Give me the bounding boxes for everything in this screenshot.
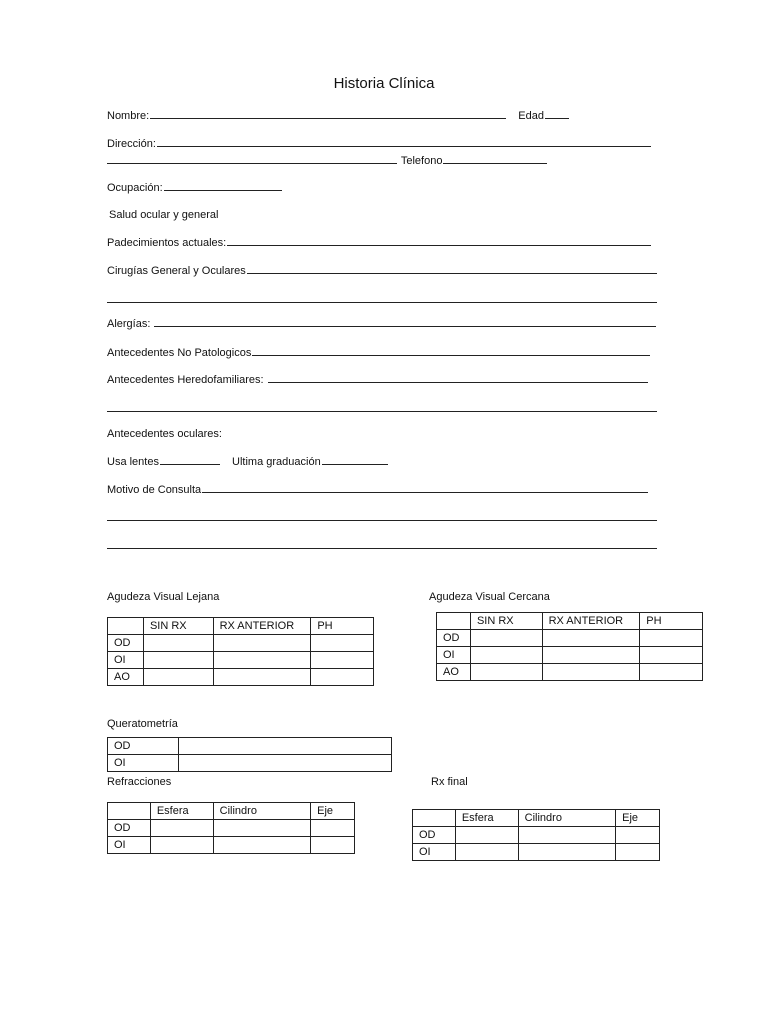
table-cell[interactable] xyxy=(640,664,703,681)
refracciones-title: Refracciones xyxy=(107,776,172,788)
header-cell: PH xyxy=(311,618,374,635)
table-row xyxy=(108,820,355,837)
table-cell[interactable] xyxy=(311,635,374,652)
padecimientos-field[interactable] xyxy=(227,235,651,246)
table-row xyxy=(437,647,703,664)
alergias-row xyxy=(107,316,657,331)
table-row xyxy=(108,755,392,772)
page-title: Historia Clínica xyxy=(333,75,435,92)
table-cell[interactable] xyxy=(143,669,213,686)
rx-final-table xyxy=(412,809,660,861)
alergias-label: Alergías: xyxy=(107,318,151,330)
header-cell xyxy=(413,810,456,827)
table-cell[interactable] xyxy=(178,755,391,772)
heredofamiliares-label: Antecedentes Heredofamiliares: xyxy=(107,374,264,386)
ocupacion-row xyxy=(107,180,283,195)
av-lejana-table xyxy=(107,617,374,686)
table-cell[interactable] xyxy=(150,837,213,854)
nombre-label: Nombre: xyxy=(107,110,150,122)
table-cell[interactable] xyxy=(470,647,542,664)
av-lejana-title: Agudeza Visual Lejana xyxy=(107,591,220,603)
table-cell[interactable] xyxy=(213,669,311,686)
telefono-field[interactable] xyxy=(443,153,547,164)
table-header-row xyxy=(413,810,660,827)
table-cell[interactable] xyxy=(470,630,542,647)
header-cell xyxy=(108,618,144,635)
table-header-row xyxy=(437,613,703,630)
row-label: AO xyxy=(437,664,471,681)
ocupacion-label: Ocupación: xyxy=(107,182,163,194)
table-row xyxy=(108,738,392,755)
table-cell[interactable] xyxy=(178,738,391,755)
table-cell[interactable] xyxy=(213,837,310,854)
row-label: OD xyxy=(108,738,179,755)
ultima-graduacion-label: Ultima graduación xyxy=(232,456,321,468)
table-cell[interactable] xyxy=(616,827,660,844)
table-row xyxy=(108,652,374,669)
table-cell[interactable] xyxy=(518,844,615,861)
ultima-graduacion-field[interactable] xyxy=(322,454,388,465)
table-cell[interactable] xyxy=(311,669,374,686)
direccion-field-2[interactable] xyxy=(107,153,397,164)
direccion-field[interactable] xyxy=(157,136,651,147)
table-cell[interactable] xyxy=(542,630,640,647)
table-cell[interactable] xyxy=(311,652,374,669)
cirugias-label: Cirugías General y Oculares xyxy=(107,265,246,277)
row-label: OI xyxy=(108,652,144,669)
table-cell[interactable] xyxy=(311,837,355,854)
refracciones-table xyxy=(107,802,355,854)
table-cell[interactable] xyxy=(455,827,518,844)
table-row xyxy=(437,630,703,647)
av-cercana-title: Agudeza Visual Cercana xyxy=(429,591,550,603)
telefono-label: Telefono xyxy=(400,155,443,167)
table-cell[interactable] xyxy=(640,647,703,664)
table-cell[interactable] xyxy=(150,820,213,837)
motivo-label: Motivo de Consulta xyxy=(107,484,202,496)
rx-final-title: Rx final xyxy=(431,776,468,788)
table-header-row xyxy=(108,618,374,635)
table-row xyxy=(437,664,703,681)
salud-heading: Salud ocular y general xyxy=(109,209,219,221)
header-cell: Esfera xyxy=(150,803,213,820)
table-row xyxy=(108,635,374,652)
table-cell[interactable] xyxy=(311,820,355,837)
usa-lentes-field[interactable] xyxy=(160,454,220,465)
header-cell: Eje xyxy=(311,803,355,820)
heredofamiliares-row xyxy=(107,372,649,387)
table-cell[interactable] xyxy=(213,635,311,652)
heredofamiliares-field-2[interactable] xyxy=(107,411,657,412)
table-cell[interactable] xyxy=(542,664,640,681)
header-cell: Cilindro xyxy=(213,803,310,820)
row-label: OD xyxy=(413,827,456,844)
row-label: OD xyxy=(108,820,151,837)
header-cell: Cilindro xyxy=(518,810,615,827)
header-cell: PH xyxy=(640,613,703,630)
header-cell: Eje xyxy=(616,810,660,827)
heredofamiliares-field[interactable] xyxy=(268,372,648,383)
edad-field[interactable] xyxy=(545,108,569,119)
row-label: OI xyxy=(413,844,456,861)
alergias-field[interactable] xyxy=(154,316,656,327)
motivo-row xyxy=(107,482,649,497)
table-cell[interactable] xyxy=(518,827,615,844)
av-cercana-table xyxy=(436,612,703,681)
queratometria-title: Queratometría xyxy=(107,718,178,730)
row-label: OI xyxy=(108,837,151,854)
table-row xyxy=(413,827,660,844)
table-cell[interactable] xyxy=(143,635,213,652)
no-patologicos-label: Antecedentes No Patologicos xyxy=(107,347,252,359)
edad-label: Edad xyxy=(518,110,544,122)
nombre-field[interactable] xyxy=(150,108,506,119)
row-label: OI xyxy=(437,647,471,664)
table-cell[interactable] xyxy=(470,664,542,681)
table-cell[interactable] xyxy=(143,652,213,669)
table-cell[interactable] xyxy=(455,844,518,861)
cirugias-field[interactable] xyxy=(247,263,657,274)
lentes-row xyxy=(107,454,389,469)
usa-lentes-label: Usa lentes xyxy=(107,456,159,468)
table-row xyxy=(108,837,355,854)
oculares-heading: Antecedentes oculares: xyxy=(107,428,222,440)
table-cell[interactable] xyxy=(213,820,310,837)
direccion-row xyxy=(107,136,652,151)
no-patologicos-field[interactable] xyxy=(252,345,650,356)
table-cell[interactable] xyxy=(616,844,660,861)
table-cell[interactable] xyxy=(542,647,640,664)
header-cell: RX ANTERIOR xyxy=(542,613,640,630)
header-cell xyxy=(437,613,471,630)
header-cell: RX ANTERIOR xyxy=(213,618,311,635)
motivo-field-3[interactable] xyxy=(107,548,657,549)
cirugias-field-2[interactable] xyxy=(107,302,657,303)
table-cell[interactable] xyxy=(213,652,311,669)
padecimientos-row xyxy=(107,235,652,250)
direccion-row-2 xyxy=(107,153,548,168)
header-cell: Esfera xyxy=(455,810,518,827)
queratometria-table xyxy=(107,737,392,772)
header-cell xyxy=(108,803,151,820)
motivo-field[interactable] xyxy=(202,482,648,493)
nombre-row xyxy=(107,108,570,123)
row-label: OD xyxy=(437,630,471,647)
ocupacion-field[interactable] xyxy=(164,180,282,191)
padecimientos-label: Padecimientos actuales: xyxy=(107,237,227,249)
row-label: AO xyxy=(108,669,144,686)
header-cell: SIN RX xyxy=(470,613,542,630)
table-row xyxy=(413,844,660,861)
row-label: OD xyxy=(108,635,144,652)
motivo-field-2[interactable] xyxy=(107,520,657,521)
no-patologicos-row xyxy=(107,345,651,360)
row-label: OI xyxy=(108,755,179,772)
table-cell[interactable] xyxy=(640,630,703,647)
direccion-label: Dirección: xyxy=(107,138,156,150)
header-cell: SIN RX xyxy=(143,618,213,635)
table-header-row xyxy=(108,803,355,820)
table-row xyxy=(108,669,374,686)
cirugias-row xyxy=(107,263,658,278)
